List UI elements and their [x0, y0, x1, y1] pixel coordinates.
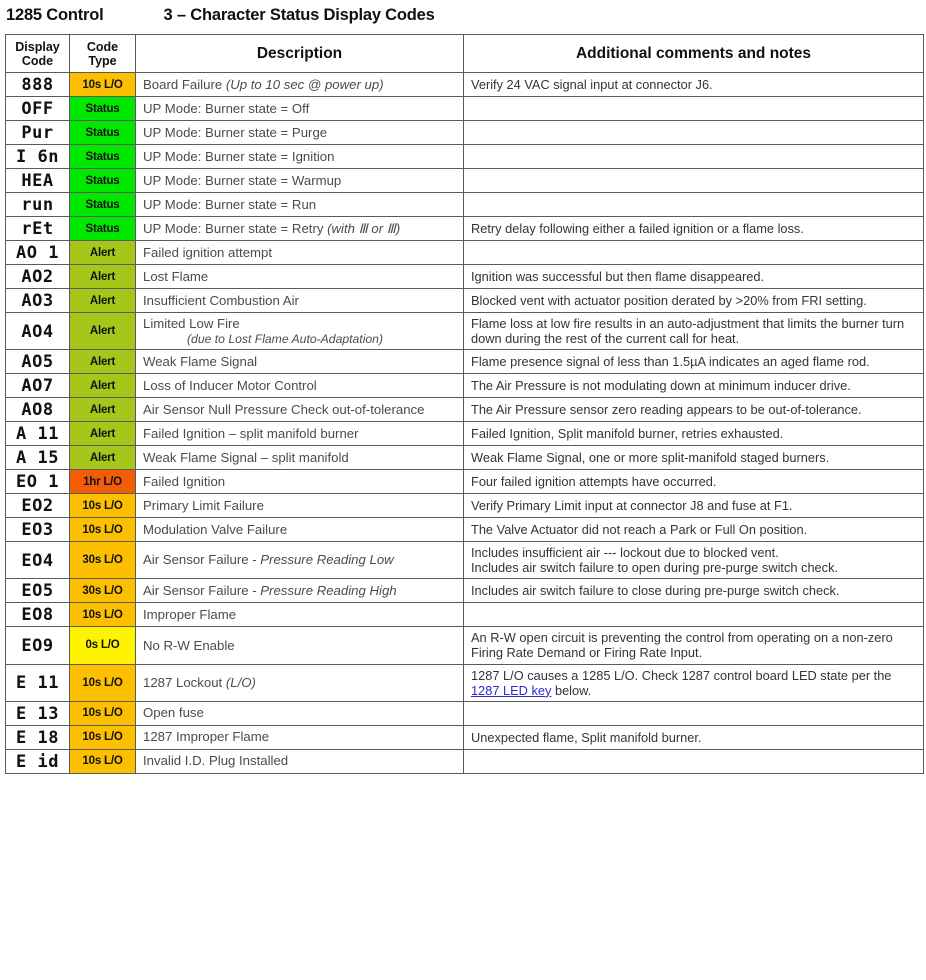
description-text: No R-W Enable: [143, 637, 235, 653]
notes-cell: [464, 374, 924, 398]
description-cell: [136, 350, 464, 374]
notes-text: Verify 24 VAC signal input at connector J6.: [471, 76, 713, 92]
display-code-cell: [6, 73, 70, 97]
code-type-badge: 30s L/O: [70, 542, 136, 579]
code-type-badge: Alert: [70, 265, 136, 289]
notes-text: The Air Pressure is not modulating down at minimum inducer drive.: [471, 378, 851, 394]
notes-text: An R-W open circuit is preventing the control from operating on a non-zero Firing Rate Demand or Firing Rate Input.: [471, 630, 893, 661]
description-text: Failed ignition attempt: [143, 244, 273, 260]
display-code-value: A 15: [16, 448, 59, 469]
notes-text: Weak Flame Signal, one or more split-manifold staged burners.: [471, 450, 830, 466]
description-text: Loss of Inducer Motor Control: [143, 377, 317, 393]
description-cell: [136, 749, 464, 773]
notes-cell: [464, 579, 924, 603]
description-cell: [136, 446, 464, 470]
notes-cell: [464, 217, 924, 241]
column-header-display-code: [6, 35, 70, 73]
description-subnote: (due to Lost Flame Auto-Adaptation): [187, 331, 384, 346]
display-code-cell: [6, 725, 70, 749]
code-type-badge: Alert: [70, 289, 136, 313]
description-italic-note: Pressure Reading Low: [260, 552, 394, 568]
notes-text: Blocked vent with actuator position derated by >20% from FRI setting.: [471, 292, 867, 308]
code-type-badge: 10s L/O: [70, 73, 136, 97]
code-type-badge: Status: [70, 121, 136, 145]
description-text: Failed Ignition – split manifold burner: [143, 425, 359, 441]
table-row: [6, 350, 924, 374]
notes-cell: [464, 446, 924, 470]
display-code-cell: [6, 422, 70, 446]
code-type-badge: Alert: [70, 350, 136, 374]
column-header-display-code-line1: Display: [15, 39, 60, 54]
column-header-description: Description: [136, 35, 464, 73]
description-text: Weak Flame Signal – split manifold: [143, 449, 349, 465]
display-code-value: EO2: [21, 496, 54, 517]
notes-text: Flame presence signal of less than 1.5µA indicates an aged flame rod.: [471, 354, 870, 370]
notes-cell: [464, 145, 924, 169]
description-italic-note: Pressure Reading High: [260, 583, 397, 599]
led-key-link[interactable]: 1287 LED key: [471, 682, 552, 698]
code-type-badge: Status: [70, 169, 136, 193]
description-cell: [136, 701, 464, 725]
table-row: [6, 313, 924, 350]
notes-cell: [464, 494, 924, 518]
notes-cell: [464, 350, 924, 374]
description-cell: [136, 542, 464, 579]
display-code-value: E 13: [16, 703, 59, 724]
code-type-badge: 10s L/O: [70, 494, 136, 518]
display-code-cell: [6, 193, 70, 217]
description-cell: [136, 494, 464, 518]
description-text: UP Mode: Burner state = Purge: [143, 124, 328, 140]
table-row: [6, 749, 924, 773]
notes-cell: [464, 518, 924, 542]
notes-cell: [464, 470, 924, 494]
description-text: Insufficient Combustion Air: [143, 292, 299, 308]
description-cell: [136, 73, 464, 97]
code-type-badge: 10s L/O: [70, 518, 136, 542]
table-row: [6, 374, 924, 398]
notes-cell: [464, 289, 924, 313]
column-header-code-type-line1: Code: [86, 39, 119, 54]
code-type-badge: Status: [70, 217, 136, 241]
display-code-value: EO 1: [16, 472, 59, 493]
table-row: [6, 725, 924, 749]
code-type-badge: Alert: [70, 422, 136, 446]
table-row: [6, 265, 924, 289]
code-type-badge: 1hr L/O: [70, 470, 136, 494]
code-type-badge: Status: [70, 97, 136, 121]
notes-text: The Air Pressure sensor zero reading appears to be out-of-tolerance.: [471, 402, 862, 418]
display-code-cell: [6, 542, 70, 579]
display-code-value: AO5: [21, 352, 54, 373]
notes-text: Unexpected flame, Split manifold burner.: [471, 729, 702, 745]
display-code-cell: [6, 446, 70, 470]
description-cell: [136, 217, 464, 241]
table-row: [6, 169, 924, 193]
description-text: 1287 Improper Flame: [143, 729, 270, 745]
table-row: [6, 217, 924, 241]
description-text: Failed Ignition: [143, 473, 226, 489]
display-code-cell: [6, 470, 70, 494]
display-code-cell: [6, 603, 70, 627]
description-text: Board Failure: [143, 76, 226, 92]
description-cell: [136, 145, 464, 169]
display-code-value: EO8: [21, 605, 54, 626]
display-code-value: run: [21, 195, 54, 215]
display-code-cell: [6, 494, 70, 518]
code-type-badge: 10s L/O: [70, 725, 136, 749]
notes-text: The Valve Actuator did not reach a Park or Full On position.: [471, 522, 808, 538]
table-row: [6, 193, 924, 217]
notes-cell: [464, 265, 924, 289]
notes-cell: [464, 313, 924, 350]
column-header-code-type-line2: Type: [88, 53, 117, 68]
description-cell: [136, 289, 464, 313]
notes-cell: [464, 422, 924, 446]
description-italic-note: (Up to 10 sec @ power up): [225, 76, 384, 92]
display-code-cell: [6, 579, 70, 603]
display-code-cell: [6, 97, 70, 121]
display-code-cell: [6, 350, 70, 374]
description-cell: [136, 422, 464, 446]
table-row: [6, 97, 924, 121]
notes-text: Flame loss at low fire results in an auto-adjustment that limits the burner turn down during the rest of the current call for heat.: [471, 316, 905, 347]
notes-cell: [464, 121, 924, 145]
description-cell: [136, 313, 464, 350]
code-type-badge: 10s L/O: [70, 701, 136, 725]
table-row: [6, 121, 924, 145]
notes-cell: [464, 542, 924, 579]
table-header: [6, 35, 924, 73]
table-row: [6, 579, 924, 603]
table-row: [6, 289, 924, 313]
notes-text-after-link: below.: [551, 682, 592, 698]
description-cell: [136, 169, 464, 193]
notes-cell: [464, 193, 924, 217]
display-code-cell: [6, 145, 70, 169]
document-heading: 3 – Character Status Display Codes: [163, 6, 435, 24]
table-row: [6, 446, 924, 470]
table-row: [6, 422, 924, 446]
code-type-badge: 30s L/O: [70, 579, 136, 603]
display-code-value: AO7: [21, 376, 54, 397]
code-type-badge: Alert: [70, 374, 136, 398]
description-cell: [136, 664, 464, 701]
table-body: [6, 73, 924, 774]
description-text: Improper Flame: [143, 607, 237, 623]
notes-text: Failed Ignition, Split manifold burner, retries exhausted.: [471, 426, 784, 442]
notes-text: Includes air switch failure to close during pre-purge switch check.: [471, 583, 840, 599]
description-text: Air Sensor Failure -: [143, 583, 261, 599]
table-row: [6, 518, 924, 542]
display-code-value: E 11: [16, 673, 59, 694]
display-code-value: AO3: [21, 291, 54, 311]
description-cell: [136, 241, 464, 265]
table-row: [6, 470, 924, 494]
display-code-value: AO4: [21, 321, 54, 342]
notes-cell: [464, 97, 924, 121]
notes-cell: [464, 749, 924, 773]
display-code-value: AO8: [21, 400, 54, 421]
description-cell: [136, 121, 464, 145]
code-type-badge: 10s L/O: [70, 603, 136, 627]
description-cell: [136, 579, 464, 603]
display-code-value: A 11: [16, 424, 59, 445]
description-text: UP Mode: Burner state = Off: [143, 100, 310, 116]
display-code-cell: [6, 121, 70, 145]
display-code-value: Pur: [21, 123, 54, 143]
page-title: [0, 0, 926, 34]
table-row: [6, 542, 924, 579]
notes-text-before-link: 1287 L/O causes a 1285 L/O. Check 1287 control board LED state per the: [471, 667, 892, 683]
description-cell: [136, 518, 464, 542]
display-code-value: OFF: [21, 99, 54, 119]
description-cell: [136, 603, 464, 627]
display-code-cell: [6, 701, 70, 725]
display-code-cell: [6, 289, 70, 313]
control-model-title: 1285 Control: [6, 6, 104, 24]
display-code-value: E 18: [16, 727, 59, 748]
description-text: Air Sensor Failure -: [143, 552, 261, 568]
status-display-codes-table: [5, 34, 924, 774]
description-text: Air Sensor Null Pressure Check out-of-tolerance: [143, 401, 425, 417]
display-code-value: 888: [21, 75, 54, 95]
notes-cell: [464, 627, 924, 664]
description-cell: [136, 97, 464, 121]
description-text: Open fuse: [143, 705, 204, 721]
display-code-value: HEA: [21, 171, 54, 191]
description-text: UP Mode: Burner state = Warmup: [143, 172, 342, 188]
column-header-code-type: [70, 35, 136, 73]
notes-cell: [464, 664, 924, 701]
description-cell: [136, 398, 464, 422]
description-cell: [136, 374, 464, 398]
display-code-cell: [6, 749, 70, 773]
notes-cell: [464, 603, 924, 627]
description-cell: [136, 470, 464, 494]
table-header-row: [6, 35, 924, 73]
table-row: [6, 664, 924, 701]
description-text: UP Mode: Burner state = Retry: [143, 220, 328, 236]
notes-cell: [464, 725, 924, 749]
description-italic-note: (with Ⅲ or Ⅲ): [327, 220, 401, 236]
display-code-value: AO 1: [16, 243, 59, 263]
table-row: [6, 627, 924, 664]
display-code-value: EO9: [21, 635, 54, 656]
display-code-cell: [6, 241, 70, 265]
table-row: [6, 241, 924, 265]
code-type-badge: Status: [70, 193, 136, 217]
display-code-value: EO4: [21, 550, 54, 571]
description-text: Weak Flame Signal: [143, 353, 258, 369]
table-row: [6, 145, 924, 169]
table-row: [6, 701, 924, 725]
notes-cell: [464, 241, 924, 265]
display-code-value: rEt: [21, 219, 54, 239]
notes-cell: [464, 73, 924, 97]
notes-text: Ignition was successful but then flame disappeared.: [471, 268, 765, 284]
description-text: Modulation Valve Failure: [143, 521, 288, 537]
table-row: [6, 603, 924, 627]
notes-text: Verify Primary Limit input at connector J8 and fuse at F1.: [471, 498, 793, 514]
display-code-value: I 6n: [16, 147, 59, 167]
description-italic-note: (L/O): [225, 674, 256, 690]
display-code-cell: [6, 518, 70, 542]
table-row: [6, 494, 924, 518]
notes-cell: [464, 169, 924, 193]
display-code-cell: [6, 374, 70, 398]
display-code-value: EO5: [21, 581, 54, 602]
display-code-cell: [6, 313, 70, 350]
description-text: Limited Low Fire: [143, 316, 240, 332]
notes-text: Four failed ignition attempts have occurred.: [471, 474, 717, 490]
description-cell: [136, 725, 464, 749]
description-cell: [136, 627, 464, 664]
code-type-badge: Alert: [70, 313, 136, 350]
display-code-value: AO2: [21, 267, 54, 287]
code-type-badge: 0s L/O: [70, 627, 136, 664]
display-code-cell: [6, 627, 70, 664]
description-text: Invalid I.D. Plug Installed: [143, 753, 289, 769]
code-type-badge: Alert: [70, 398, 136, 422]
notes-cell: [464, 701, 924, 725]
code-type-badge: 10s L/O: [70, 749, 136, 773]
display-code-value: E id: [16, 751, 59, 772]
notes-text: Includes insufficient air --- lockout due to blocked vent. Includes air switch failure to open during pre-purge switch check.: [471, 545, 839, 576]
code-type-badge: Status: [70, 145, 136, 169]
code-type-badge: Alert: [70, 241, 136, 265]
description-cell: [136, 265, 464, 289]
display-code-cell: [6, 169, 70, 193]
display-code-cell: [6, 664, 70, 701]
column-header-notes: Additional comments and notes: [464, 35, 924, 73]
code-type-badge: 10s L/O: [70, 664, 136, 701]
notes-cell: [464, 398, 924, 422]
table-row: [6, 73, 924, 97]
display-code-value: EO3: [21, 520, 54, 541]
notes-text: Retry delay following either a failed ignition or a flame loss.: [471, 220, 804, 236]
description-text: UP Mode: Burner state = Run: [143, 196, 317, 212]
table-row: [6, 398, 924, 422]
description-text: UP Mode: Burner state = Ignition: [143, 148, 335, 164]
display-code-cell: [6, 265, 70, 289]
code-type-badge: Alert: [70, 446, 136, 470]
description-cell: [136, 193, 464, 217]
description-text: 1287 Lockout: [143, 674, 226, 690]
display-code-cell: [6, 217, 70, 241]
description-text: Primary Limit Failure: [143, 497, 264, 513]
display-code-cell: [6, 398, 70, 422]
column-header-display-code-line2: Code: [21, 53, 54, 68]
description-text: Lost Flame: [143, 268, 209, 284]
